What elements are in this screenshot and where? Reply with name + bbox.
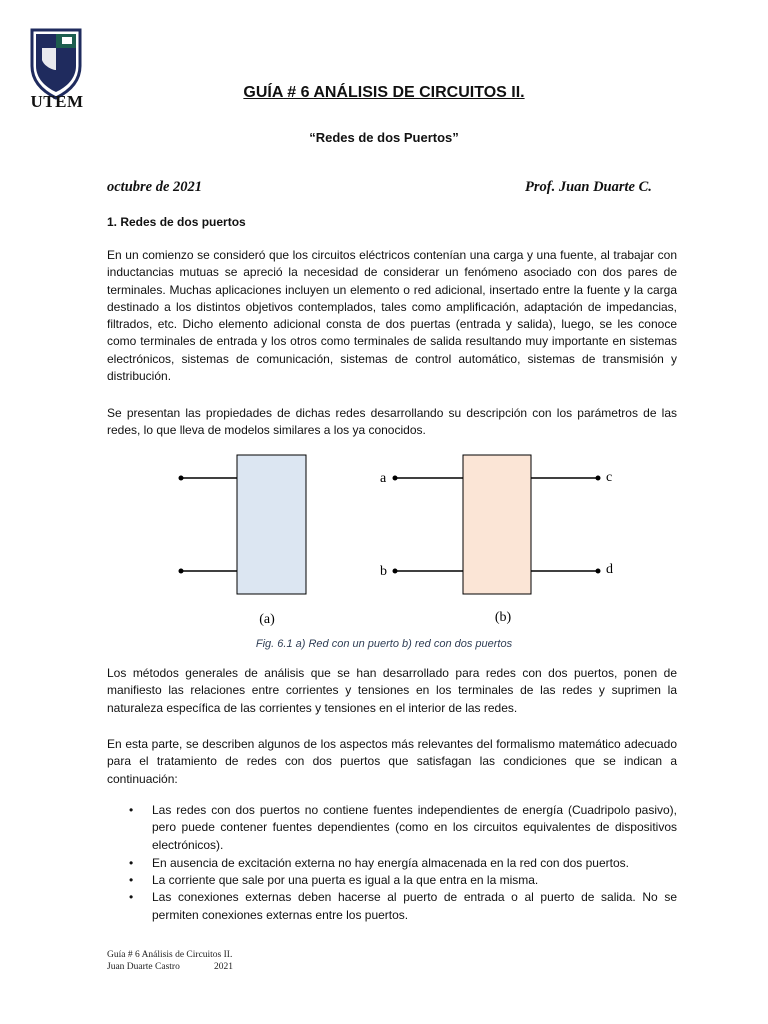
footer-author: Juan Duarte Castro: [107, 962, 180, 972]
terminal-a-label: a: [380, 471, 387, 486]
list-item: [107, 889, 677, 924]
terminal-d-label: d: [606, 562, 613, 577]
list-item-text: La corriente que sale por una puerta es igual a la que entra en la misma.: [152, 873, 539, 888]
list-item-text: Las redes con dos puertos no contiene fuentes independientes de energía (Cuadripolo pasivo), pero puede contener fuentes dependientes (como en los circuitos equivalentes de dispositivos electrónicos).: [152, 803, 677, 852]
terminal-b-label: b: [380, 564, 387, 579]
document-date: octubre de 2021: [107, 179, 203, 195]
one-port-box: [237, 455, 306, 594]
paragraph-methods: Los métodos generales de análisis que se han desarrollado para redes con dos puertos, ponen de manifiesto las relaciones entre corrientes y tensiones en los terminales de las redes y suprimen la naturaleza específica de las corrientes y tensiones en el interior de las redes.: [107, 666, 677, 715]
conditions-list: [107, 802, 677, 924]
page-subtitle: “Redes de dos Puertos”: [309, 130, 459, 145]
figure-label-a: (a): [259, 612, 275, 627]
figure-label-b: (b): [494, 610, 512, 625]
section-heading: 1. Redes de dos puertos: [107, 215, 246, 229]
bullet-icon: •: [129, 890, 134, 905]
bullet-icon: •: [129, 803, 134, 817]
list-item: [107, 855, 677, 872]
terminal-d-dot: [596, 569, 601, 574]
figure-caption: Fig. 6.1 a) Red con un puerto b) red con dos puertos: [255, 638, 513, 650]
logo-text: UTEM: [30, 92, 84, 111]
terminal-c-label: c: [606, 470, 613, 485]
footer-course: Guía # 6 Análisis de Circuitos II.: [107, 950, 233, 960]
bullet-icon: •: [129, 855, 134, 870]
one-port-bottom-terminal: [179, 569, 184, 574]
paragraph-conditions: En esta parte, se describen algunos de los aspectos más relevantes del formalismo matemático adecuado para el tratamiento de redes con dos puertos que satisfagan las condiciones que se indican a continuación:: [107, 737, 677, 786]
paragraph-intro: En un comienzo se consideró que los circuitos eléctricos contenían una carga y una fuente, al trabajar con inductancias mutuas se apreció la necesidad de considerar un fenómeno asociado con dos pares de terminales. Muchas aplicaciones incluyen un elemento o red adicional, insertado entre la fuente y la carga destinado a los distintos objetivos contemplados, tales como amplificación, adaptación de impedancias, filtrados, etc. Dicho elemento adicional consta de dos puertas (entrada y salida), luego, se les conoce como terminales de entrada y los otros como terminales de salida resultando muy importante en sistemas electrónicos, sistemas de comunicación, sistemas de control automático, sistemas de transmisión y distribución.: [107, 248, 677, 384]
list-item: [107, 802, 677, 854]
document-author: Prof. Juan Duarte C.: [525, 179, 652, 195]
terminal-a-dot: [393, 476, 398, 481]
list-item: [107, 872, 677, 889]
page-title: GUÍA # 6 ANÁLISIS DE CIRCUITOS II.: [243, 84, 525, 101]
one-port-top-terminal: [179, 476, 184, 481]
list-item-text: En ausencia de excitación externa no hay energía almacenada en la red con dos puertos.: [152, 855, 629, 870]
bullet-icon: •: [129, 873, 134, 888]
two-port-figure: [160, 445, 620, 635]
paragraph-properties: Se presentan las propiedades de dichas redes desarrollando su descripción con los parámetros de las redes, lo que lleva de modelos similares a los ya conocidos.: [107, 406, 677, 438]
terminal-b-dot: [393, 569, 398, 574]
footer-year: 2021: [214, 962, 233, 972]
list-item-text: Las conexiones externas deben hacerse al puerto de entrada o al puerto de salida. No se permiten conexiones externas entre los puertos.: [152, 890, 677, 922]
terminal-c-dot: [596, 476, 601, 481]
two-port-box: [463, 455, 531, 594]
